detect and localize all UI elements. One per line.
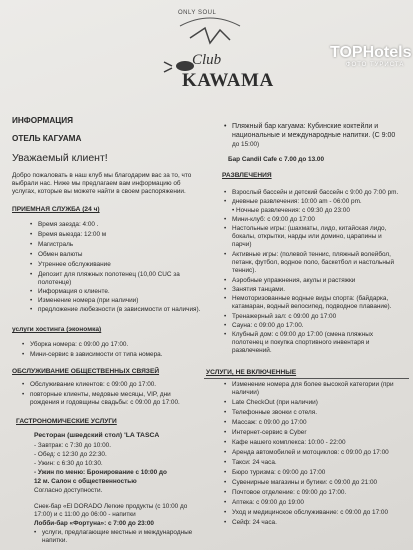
logo-arc-text: ONLY SOUL — [178, 10, 217, 16]
beach-bar-line: национальные и международные напитки. (С 9:00 — [232, 132, 396, 139]
entertainment-item: • Тренажерный зал: с 09:00 до 17:00 — [232, 313, 336, 321]
hosting-item: • Уборка номера: с 09:00 до 17:00. — [30, 341, 128, 349]
entertainment-item: • Ночные развлечения: с 09:30 до 23:00 — [232, 207, 350, 214]
extra-item: • Сувенирные магазины и бутики: с 09:00 до 21:00 — [232, 479, 377, 487]
gastronomy-title: ГАСТРОНОМИЧЕСКИЕ УСЛУГИ — [16, 418, 117, 425]
entertainment-item: • Аэробные упражнения, акулы и растяжки — [232, 277, 355, 285]
entertainment-item: • Немоторизованные водные виды спорта: (байдарка, — [232, 295, 388, 303]
extra-item: • Изменение номера для более высокой категории (при — [232, 381, 394, 389]
reception-item: • предложение любезности (в зависимости от наличия). — [38, 306, 200, 314]
extra-item: • Телефонные звонки с отеля. — [232, 409, 317, 417]
info-title: ИНФОРМАЦИЯ — [12, 116, 73, 125]
public-item: • повторные клиенты, медовые месяцы, VIP, дни — [30, 391, 171, 399]
intro-line: Добро пожаловать в наш клуб мы благодарим вас за то, что — [12, 172, 192, 179]
extra-item: • Аренда автомобилей и мотоциклов: с 09:00 до 17:00 — [232, 449, 389, 457]
extra-item: • Массаж: с 09:00 до 17:00 — [232, 419, 307, 427]
beach-bar-line: • Пляжный бар кагуама: Кубинские коктейли и — [232, 123, 378, 131]
reception-title: ПРИЕМНАЯ СЛУЖБА (24 ч) — [12, 206, 100, 213]
reception-item: • Утреннее обслуживание — [38, 261, 111, 269]
watermark-subtitle: ФОТО ТУРИСТА — [346, 62, 405, 68]
entertainment-item: • Сауна: с 09:00 до 17:00. — [232, 322, 304, 330]
extra-item: • Кафе нашего комплекса: 10:00 - 22:00 — [232, 439, 346, 447]
restaurant-hours: - Завтрак: с 7:30 до 10:00. — [34, 442, 111, 449]
entertainment-item: • Клубный дом: с 09:00 до 17:00 (смена пляжных — [232, 331, 373, 339]
hosting-item: • Мини-сервис в зависимости от типа номера. — [30, 351, 162, 359]
extra-item: • Бюро туризма: с 09:00 до 17:00 — [232, 469, 325, 477]
entertainment-item: • Мини-клуб: с 09:00 до 17:00 — [232, 216, 315, 224]
logo-brand-text: KAWAMA — [182, 70, 274, 91]
public-relations-title: ОБСЛУЖИВАНИЕ ОБЩЕСТВЕННЫХ СВЯЗЕЙ — [12, 368, 160, 375]
reception-item: • Время заезда: 4:00 . — [38, 221, 99, 229]
reception-item: • Информация о клиенте. — [38, 288, 110, 296]
extra-item: • Такси: 24 часа. — [232, 459, 277, 467]
extra-item: • Аптека: с 09:00 до 19:00 — [232, 499, 304, 507]
restaurant-title: Ресторан (шведский стол) 'LA TASCA — [34, 432, 160, 439]
entertainment-item-cont: петанк, футбол, водное поло, баскетбол и настольный — [232, 259, 395, 266]
entertainment-item-cont: парчи) — [232, 241, 252, 248]
lobby-bar-line: напитки. — [42, 537, 68, 544]
hosting-title: услуги хостинга (экономка) — [12, 326, 102, 333]
extra-item: • Сейф: 24 часа. — [232, 519, 277, 527]
club-kawama-logo — [150, 8, 274, 108]
restaurant-hours: - Обед: с 12:30 до 22:30. — [34, 451, 107, 458]
restaurant-hours: - Ужин: с 6:30 до 10:30. — [34, 460, 103, 467]
entertainment-item: • Настольные игры: (шахматы, лидо, китайская лидо, — [232, 225, 386, 233]
beach-bar-line: до 15:00) — [232, 141, 260, 148]
reception-item: • Магистраль — [38, 241, 73, 249]
hotel-title: ОТЕЛЬ КАГУАМА — [12, 134, 82, 143]
restaurant-hours: 12 м. Салон с общественностью — [34, 478, 137, 485]
entertainment-item-cont: катамаран, водный велосипед, подводное плавание). — [232, 303, 392, 310]
entertainment-item-cont: развлечений. — [232, 347, 272, 354]
snack-bar-line: Снек-бар «El DORADO Легкие продукты (с 10:00 до — [34, 503, 188, 510]
tophotels-watermark — [330, 44, 412, 68]
reception-item-cont: полотенце) — [38, 279, 72, 286]
public-item: • Обслуживание клиентов: с 09:00 до 17:00. — [30, 381, 156, 389]
extra-item: • Интернет-сервис в Cyber — [232, 429, 306, 437]
entertainment-title: РАЗВЛЕЧЕНИЯ — [222, 172, 272, 179]
intro-line: услугах, которые вы можете найти в своем распоряжении. — [12, 188, 186, 195]
reception-item: • Время выезда: 12:00 м — [38, 231, 106, 239]
greeting: Уважаемый клиент! — [12, 152, 108, 164]
logo-club-text: Club — [192, 52, 222, 68]
reception-item: • Депозит для пляжных полотенец (10,00 CUC за — [38, 271, 180, 279]
entertainment-item-cont: теннис). — [232, 267, 257, 274]
entertainment-item: • Взрослый бассейн и детский бассейн с 9:00 до 7:00 pm. — [232, 189, 398, 197]
extra-item: • Уход и медицинское обслуживание: с 09:00 до 17:00 — [232, 509, 388, 517]
reception-item: • Обмен валюты — [38, 251, 83, 259]
extra-item: • Late CheckOut (при наличии) — [232, 399, 318, 407]
extra-services-title: УСЛУГИ, НЕ ВКЛЮЧЕННЫЕ — [206, 369, 297, 376]
entertainment-item-cont: бокалы, открытки, нарды или домино, царапины и — [232, 233, 382, 240]
snack-bar-line: 17:00) и с 11:00 до 06:00 - напитки — [34, 511, 136, 518]
intro-line: выбрали нас. Ниже мы предлагаем вам информацию об — [12, 180, 181, 187]
entertainment-item: • дневные развлечения: 10:00 am - 06:00 pm. — [232, 198, 362, 206]
restaurant-hours: Согласно доступности. — [34, 487, 103, 494]
candil-cafe: Бар Candil Cafe с 7.00 до 13.00 — [228, 156, 325, 163]
extra-item-cont: наличии) — [232, 389, 259, 396]
entertainment-item: • Занятия танцами. — [232, 286, 285, 294]
divider — [204, 378, 409, 379]
watermark-title: TOPHotels — [330, 44, 412, 61]
public-item-cont: рождения и годовщины свадьбы: с 09:00 до 17:00. — [30, 399, 180, 406]
extra-item: • Почтовое отделение: с 09:00 до 17:00. — [232, 489, 346, 497]
lobby-bar-line: Лобби-бар «Фортуна»: с 7:00 до 23:00 — [34, 520, 154, 527]
reception-item: • Изменение номера (при наличии) — [38, 297, 138, 305]
entertainment-item-cont: полотенец и покупка спортивного инвентаря и — [232, 339, 370, 346]
lobby-bar-line: • услуги, предлагающие местные и международные — [42, 529, 192, 537]
entertainment-item: • Активные игры: (полевой теннис, пляжный волейбол, — [232, 251, 391, 259]
restaurant-hours: - Ужин по меню: Бронирование с 10:00 до — [34, 469, 167, 476]
